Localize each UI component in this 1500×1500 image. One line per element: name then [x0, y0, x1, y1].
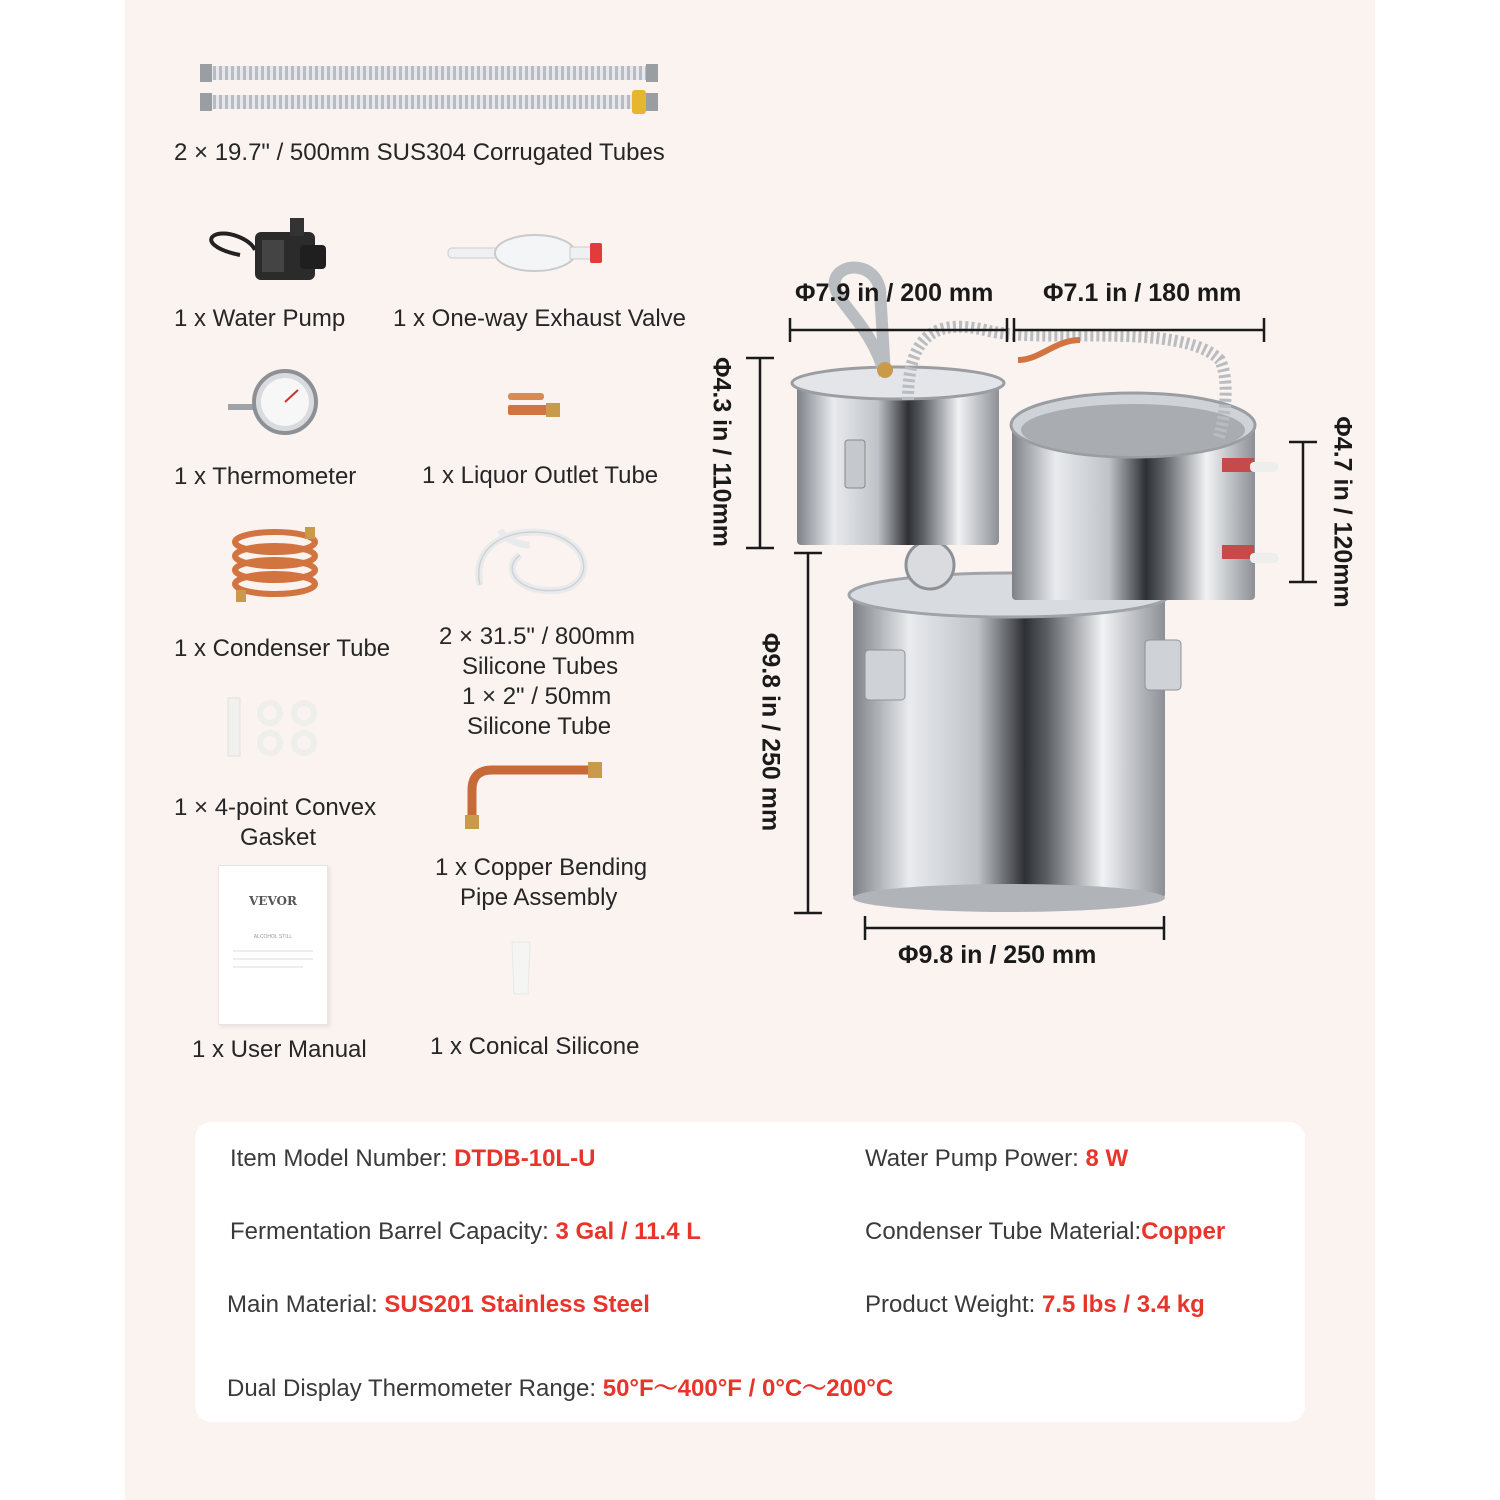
- copper-pipe-label-line-1: 1 x Copper Bending: [435, 854, 648, 881]
- dimension-barrel-height: Φ9.8 in / 250 mm: [756, 632, 785, 832]
- gasket-label-line-2: Gasket: [240, 824, 317, 851]
- spec-model-value: DTDB-10L-U: [454, 1145, 596, 1172]
- corrugated-tubes-label: 2 × 19.7" / 500mm SUS304 Corrugated Tubes: [174, 139, 665, 166]
- spec-weight-label: Product Weight:: [865, 1291, 1042, 1318]
- spec-condenser-label: Condenser Tube Material:: [865, 1218, 1142, 1245]
- dimension-pot-height: Φ4.3 in / 110mm: [707, 356, 736, 548]
- silicone-tubes-line-1: 2 × 31.5" / 800mm: [439, 623, 635, 650]
- dimension-barrel-width: Φ9.8 in / 250 mm: [898, 941, 1097, 969]
- spec-thermo-range: [227, 1368, 893, 1403]
- condenser-tube-label: 1 x Condenser Tube: [174, 635, 391, 662]
- spec-material-label: Main Material:: [227, 1291, 385, 1318]
- copper-pipe-label-line-2: Pipe Assembly: [460, 884, 618, 911]
- spec-thermo-label: Dual Display Thermometer Range:: [227, 1375, 603, 1402]
- silicone-tubes-line-2: Silicone Tubes: [462, 653, 619, 680]
- spec-model-label: Item Model Number:: [230, 1145, 455, 1172]
- spec-capacity-value: 3 Gal / 11.4 L: [555, 1218, 701, 1245]
- liquor-outlet-tube-label: 1 x Liquor Outlet Tube: [422, 462, 659, 489]
- gasket-label-line-1: 1 × 4-point Convex: [174, 794, 377, 821]
- spec-weight-value: 7.5 lbs / 3.4 kg: [1041, 1291, 1205, 1318]
- spec-pump-value: 8 W: [1085, 1145, 1129, 1172]
- spec-capacity: [230, 1218, 701, 1246]
- spec-pump: [865, 1145, 1128, 1173]
- spec-condenser-value: Copper: [1141, 1218, 1226, 1245]
- spec-thermo-value: 50°F～400°F / 0°C～200°C: [602, 1375, 894, 1402]
- dimension-condenser-height: Φ4.7 in / 120mm: [1328, 416, 1357, 608]
- conical-silicone-label: 1 x Conical Silicone: [430, 1033, 640, 1060]
- dimension-top-right: Φ7.1 in / 180 mm: [1043, 279, 1242, 307]
- spec-material: [227, 1291, 650, 1319]
- thermometer-label: 1 x Thermometer: [174, 463, 357, 490]
- spec-model: [230, 1145, 595, 1173]
- silicone-tubes-line-4: Silicone Tube: [467, 713, 612, 740]
- spec-material-value: SUS201 Stainless Steel: [384, 1291, 650, 1318]
- water-pump-label: 1 x Water Pump: [174, 305, 346, 332]
- spec-pump-label: Water Pump Power:: [865, 1145, 1086, 1172]
- exhaust-valve-label: 1 x One-way Exhaust Valve: [393, 305, 687, 332]
- spec-condenser-material: [865, 1218, 1225, 1246]
- silicone-tubes-line-3: 1 × 2" / 50mm: [462, 683, 612, 710]
- spec-weight: [865, 1291, 1205, 1319]
- user-manual-label: 1 x User Manual: [192, 1036, 367, 1063]
- manual-title: ALCOHOL STILL: [253, 934, 293, 940]
- spec-capacity-label: Fermentation Barrel Capacity:: [230, 1218, 556, 1245]
- manual-brand: VEVOR: [249, 894, 297, 908]
- dimension-top-left: Φ7.9 in / 200 mm: [795, 279, 994, 307]
